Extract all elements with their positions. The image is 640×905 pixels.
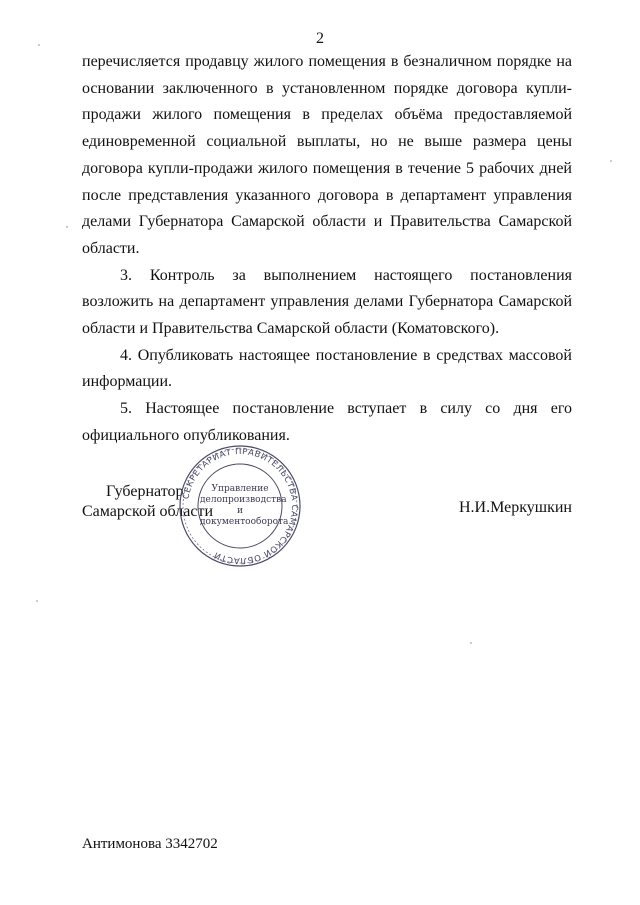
document-body (82, 49, 572, 450)
paragraph-5: 5. Настоящее постановление вступает в силу со дня его официального опубликования. (82, 400, 572, 444)
scan-speck (610, 160, 612, 162)
page-number: 2 (316, 30, 324, 47)
seal-center-line1: Управление (211, 484, 269, 494)
seal-center-line2: делопроизводства (200, 495, 287, 505)
signatory-name: Н.И.Меркушкин (459, 499, 572, 516)
official-seal (173, 444, 307, 568)
paragraph-continuation: перечисляется продавцу жилого помещения в безналичном порядке на основании заключенного в установленном порядке договора купли-продажи жилого помещения в пределах объёма предоставляемой единовременной социальной выплаты, но не выше размера цены договора купли-продажи жилого помещения в течение 5 рабочих дней после представления указанного договора в департамент управления делами Губернатора Самарской области и Правительства Самарской области. (82, 53, 572, 257)
paragraph-4: 4. Опубликовать настоящее постановление в средствах массовой информации. (82, 346, 572, 391)
seal-center-text (200, 484, 289, 528)
signatory-position-line2: Самарской области (82, 503, 213, 520)
scan-speck (66, 226, 68, 228)
seal-center-line3: и документооборота (200, 506, 289, 527)
signatory-position-line1: Губернатор (106, 483, 184, 500)
scan-speck (36, 600, 38, 602)
seal-ring-text: СЕКРЕТАРИАТ ПРАВИТЕЛЬСТВА САМАРСКОЙ ОБЛАСТИ (181, 446, 300, 566)
executor-footer: Антимонова 3342702 (82, 836, 218, 852)
scan-speck (470, 642, 472, 644)
scan-speck (38, 44, 40, 46)
paragraph-3: 3. Контроль за выполнением настоящего постановления возложить на департамент управления делами Губернатора Самарской области и Правительства Самарской области (Коматовского). (82, 266, 572, 338)
